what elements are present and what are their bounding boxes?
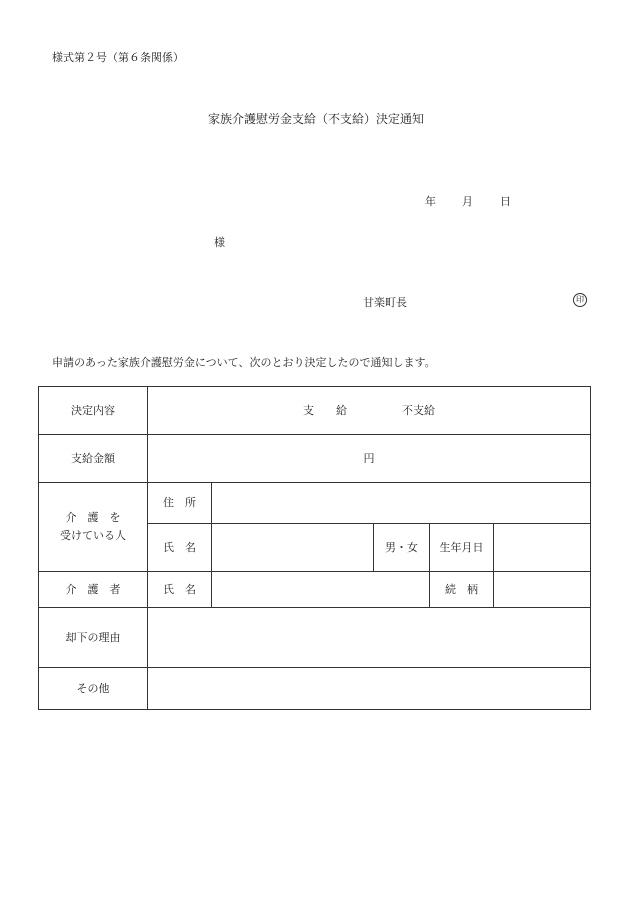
caregiver-label: 介 護 者 [39,572,148,608]
name-label: 氏 名 [148,524,212,572]
decision-nopay-option[interactable]: 不支給 [402,403,436,417]
table-row-rejection-reason [39,608,591,668]
form-number: 様式第２号（第６条関係） [52,51,184,64]
amount-label: 支給金額 [39,435,148,483]
amount-cell[interactable] [148,435,591,483]
decision-label: 決定内容 [39,387,148,435]
table-row-caregiver [39,572,591,608]
rejection-reason-label: 却下の理由 [39,608,148,668]
other-field[interactable] [148,668,591,710]
birthdate-label: 生年月日 [430,524,494,572]
issuer-name: 甘楽町長 [363,296,407,309]
sex-options[interactable]: 男・女 [374,524,430,572]
decision-pay-option[interactable]: 支 給 [303,403,348,417]
recipient-label-line1: 介 護 を [65,511,121,525]
table-row-amount [39,435,591,483]
recipient-label-line2: 受けている人 [60,529,126,542]
date-year-label: 年 [425,195,436,208]
table-row-decision [39,387,591,435]
rejection-reason-field[interactable] [148,608,591,668]
birthdate-field[interactable] [494,524,591,572]
table-row-recipient-address [39,483,591,524]
intro-text: 申請のあった家族介護慰労金について、次のとおり決定したので通知します。 [52,356,436,369]
document-title: 家族介護慰労金支給（不支給）決定通知 [208,112,425,126]
name-field[interactable] [212,524,374,572]
caregiver-name-field[interactable] [212,572,430,608]
date-month-label: 月 [462,195,473,208]
relationship-label: 続 柄 [430,572,494,608]
table-row-other [39,668,591,710]
date-day-label: 日 [500,195,511,208]
decision-options-cell [148,387,591,435]
amount-unit: 円 [363,451,375,465]
address-label: 住 所 [148,483,212,524]
seal-mark: 印 [573,293,587,307]
decision-table [38,386,591,710]
address-field[interactable] [212,483,591,524]
addressee-suffix: 様 [214,236,225,249]
relationship-field[interactable] [494,572,591,608]
caregiver-name-label: 氏 名 [148,572,212,608]
recipient-label [39,483,148,572]
other-label: その他 [39,668,148,710]
